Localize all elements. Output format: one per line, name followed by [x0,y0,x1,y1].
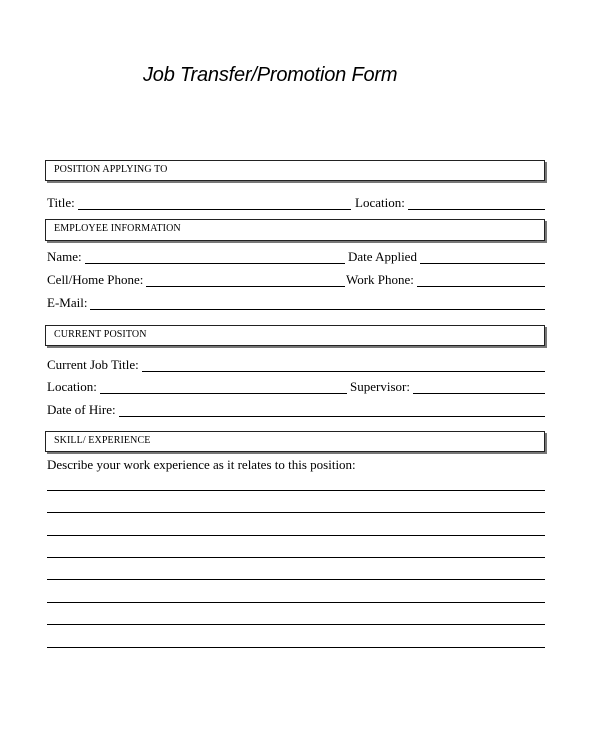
current-job-title-input-line[interactable] [142,369,545,372]
experience-line[interactable] [47,512,545,513]
section-header-position-applying: POSITION APPLYING TO [45,160,545,181]
date-applied-field[interactable] [348,248,545,264]
email-label: E-Mail: [47,295,88,310]
supervisor-input-line[interactable] [413,391,545,394]
supervisor-field[interactable] [350,378,545,394]
section-header-employee-info: EMPLOYEE INFORMATION [45,219,545,241]
cell-home-phone-field[interactable] [47,271,345,287]
date-of-hire-label: Date of Hire: [47,402,116,417]
date-applied-input-line[interactable] [420,261,545,264]
location-input-line[interactable] [408,207,545,210]
work-phone-label: Work Phone: [346,272,414,287]
date-of-hire-field[interactable] [47,401,545,417]
current-location-input-line[interactable] [100,391,347,394]
page-title: Job Transfer/Promotion Form [143,64,398,86]
work-phone-field[interactable] [346,271,545,287]
experience-line[interactable] [47,490,545,491]
date-of-hire-input-line[interactable] [119,414,545,417]
experience-line[interactable] [47,602,545,603]
cell-home-phone-label: Cell/Home Phone: [47,272,144,287]
title-field[interactable] [47,194,351,210]
location-field[interactable] [355,194,545,210]
title-label: Title: [47,195,75,210]
name-label: Name: [47,249,82,264]
current-location-field[interactable] [47,378,347,394]
location-label: Location: [355,195,405,210]
experience-line[interactable] [47,624,545,625]
experience-prompt: Describe your work experience as it relates to this position: [47,457,356,472]
name-input-line[interactable] [85,261,345,264]
supervisor-label: Supervisor: [350,379,410,394]
email-input-line[interactable] [90,307,545,310]
current-location-label: Location: [47,379,97,394]
email-field[interactable] [47,294,545,310]
experience-line[interactable] [47,579,545,580]
work-phone-input-line[interactable] [417,284,545,287]
current-job-title-label: Current Job Title: [47,357,139,372]
current-job-title-field[interactable] [47,356,545,372]
name-field[interactable] [47,248,345,264]
title-input-line[interactable] [78,207,351,210]
experience-line[interactable] [47,535,545,536]
date-applied-label: Date Applied [348,249,417,264]
section-header-current-position: CURRENT POSITON [45,325,545,346]
experience-line[interactable] [47,647,545,648]
section-header-skill-experience: SKILL/ EXPERIENCE [45,431,545,452]
experience-line[interactable] [47,557,545,558]
cell-home-phone-input-line[interactable] [146,284,345,287]
